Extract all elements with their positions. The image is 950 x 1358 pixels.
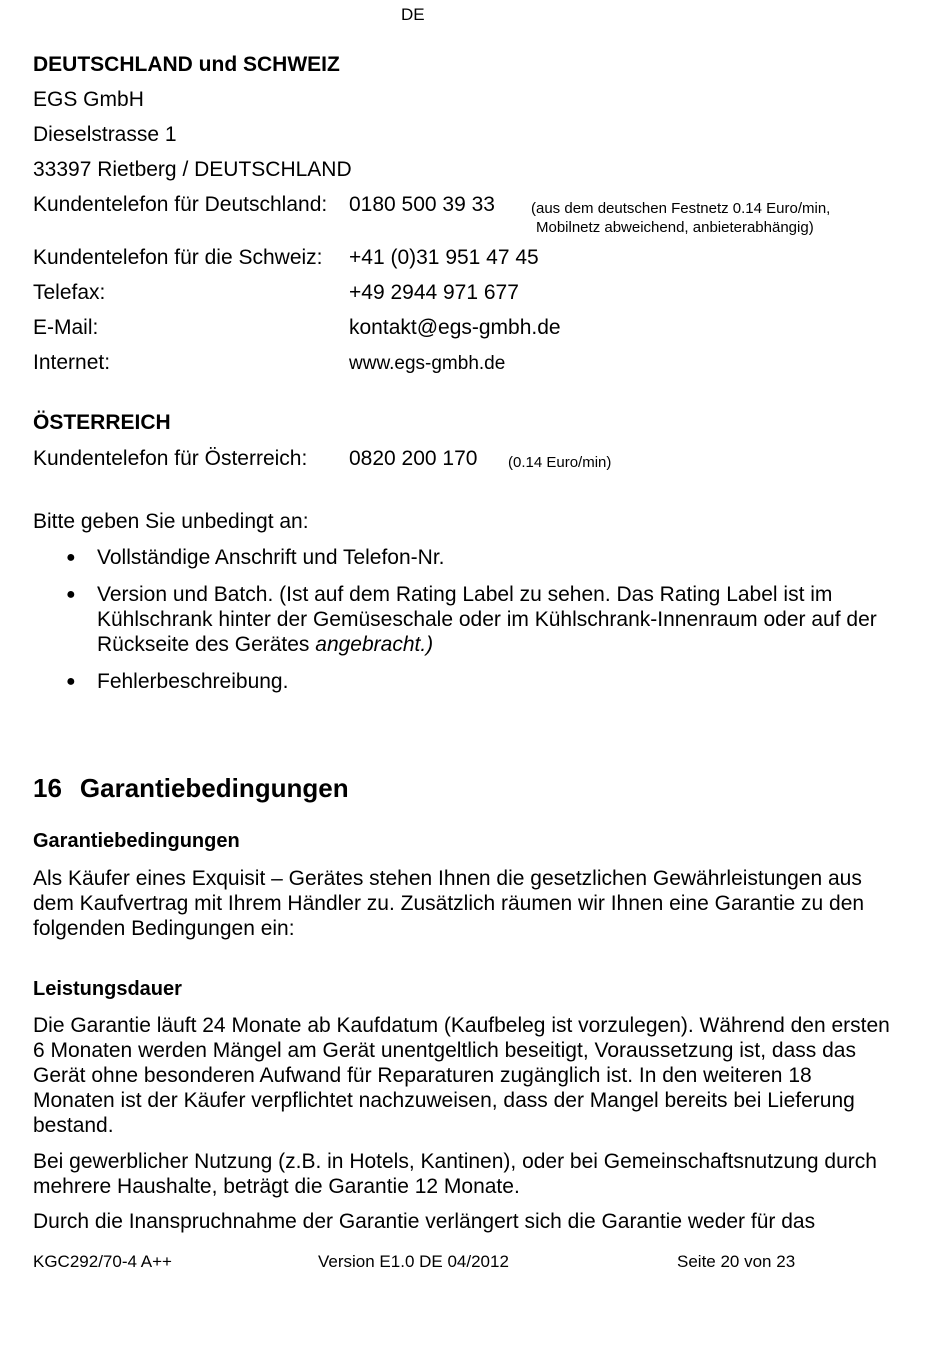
section-number: 16	[33, 773, 62, 803]
phone-de-value: 0180 500 39 33	[349, 193, 495, 216]
footer-page-number: Seite 20 von 23	[677, 1252, 796, 1271]
paragraph-extension: Durch die Inanspruchnahme der Garantie verlängert sich die Garantie weder für das	[33, 1210, 816, 1233]
internet-label: Internet:	[33, 351, 111, 374]
footer-model: KGC292/70-4 A++	[33, 1252, 172, 1271]
heading-de-ch: DEUTSCHLAND und SCHWEIZ	[33, 53, 340, 76]
phone-ch-value: +41 (0)31 951 47 45	[349, 246, 539, 269]
phone-at-label: Kundentelefon für Österreich:	[33, 447, 308, 470]
phone-at-note: (0.14 Euro/min)	[508, 454, 612, 471]
fax-label: Telefax:	[33, 281, 106, 304]
paragraph-guarantee: Als Käufer eines Exquisit – Gerätes stehen Ihnen die gesetzlichen Gewährleistungen aus dem Kaufvertrag mit Ihrem Händler zu. Zusätzlich räumen wir Ihnen eine Garantie zu den folgenden Bedingungen ein:	[33, 867, 865, 940]
subheading-guarantee: Garantiebedingungen	[33, 830, 240, 852]
heading-at: ÖSTERREICH	[33, 411, 171, 434]
phone-at-value: 0820 200 170	[349, 447, 478, 470]
paragraph-duration: Die Garantie läuft 24 Monate ab Kaufdatum (Kaufbeleg ist vorzulegen). Während den ersten 6 Monaten werden Mängel am Gerät unentgeltlich beseitigt, Voraussetzung ist, dass das Gerät ohne besonderen Aufwand für Reparaturen zugänglich ist. In den weiteren 18 Monaten ist der Käufer verpflichtet nachzuweisen, dass der Mangel bereits bei Lieferung bestand.	[33, 1014, 890, 1137]
phone-de-label: Kundentelefon für Deutschland:	[33, 193, 328, 216]
instruction-item: Version und Batch. (Ist auf dem Rating Label zu sehen. Das Rating Label ist im Kühlschrank hinter der Gemüseschale oder im Kühlschrank-Innenraum oder auf der Rückseite des Gerätes angebracht.)	[97, 583, 877, 656]
instruction-item: Vollständige Anschrift und Telefon-Nr.	[97, 546, 445, 569]
bullet-icon: ●	[66, 673, 76, 690]
fax-value: +49 2944 971 677	[349, 281, 519, 304]
language-tag: DE	[401, 5, 425, 24]
city-address: 33397 Rietberg / DEUTSCHLAND	[33, 158, 352, 181]
section-title: Garantiebedingungen	[79, 773, 349, 803]
phone-ch-label: Kundentelefon für die Schweiz:	[33, 246, 323, 269]
instructions-intro: Bitte geben Sie unbedingt an:	[33, 510, 309, 533]
bullet-icon: ●	[66, 549, 76, 566]
subheading-duration: Leistungsdauer	[33, 978, 182, 1000]
street-address: Dieselstrasse 1	[33, 123, 177, 146]
company-name: EGS GmbH	[33, 88, 144, 111]
email-value: kontakt@egs-gmbh.de	[349, 316, 561, 339]
internet-value: www.egs-gmbh.de	[349, 353, 506, 374]
footer-version: Version E1.0 DE 04/2012	[318, 1252, 509, 1271]
section-heading	[33, 773, 349, 804]
paragraph-commercial-use: Bei gewerblicher Nutzung (z.B. in Hotels, Kantinen), oder bei Gemeinschaftsnutzung durch mehrere Haushalte, beträgt die Garantie 12 Monate.	[33, 1150, 877, 1198]
phone-de-note-line2: Mobilnetz abweichend, anbieterabhängig)	[536, 219, 814, 236]
email-label: E-Mail:	[33, 316, 99, 339]
instruction-item: Fehlerbeschreibung.	[97, 670, 289, 693]
phone-de-note-line1: (aus dem deutschen Festnetz 0.14 Euro/min,	[531, 200, 831, 217]
bullet-icon: ●	[66, 586, 76, 603]
